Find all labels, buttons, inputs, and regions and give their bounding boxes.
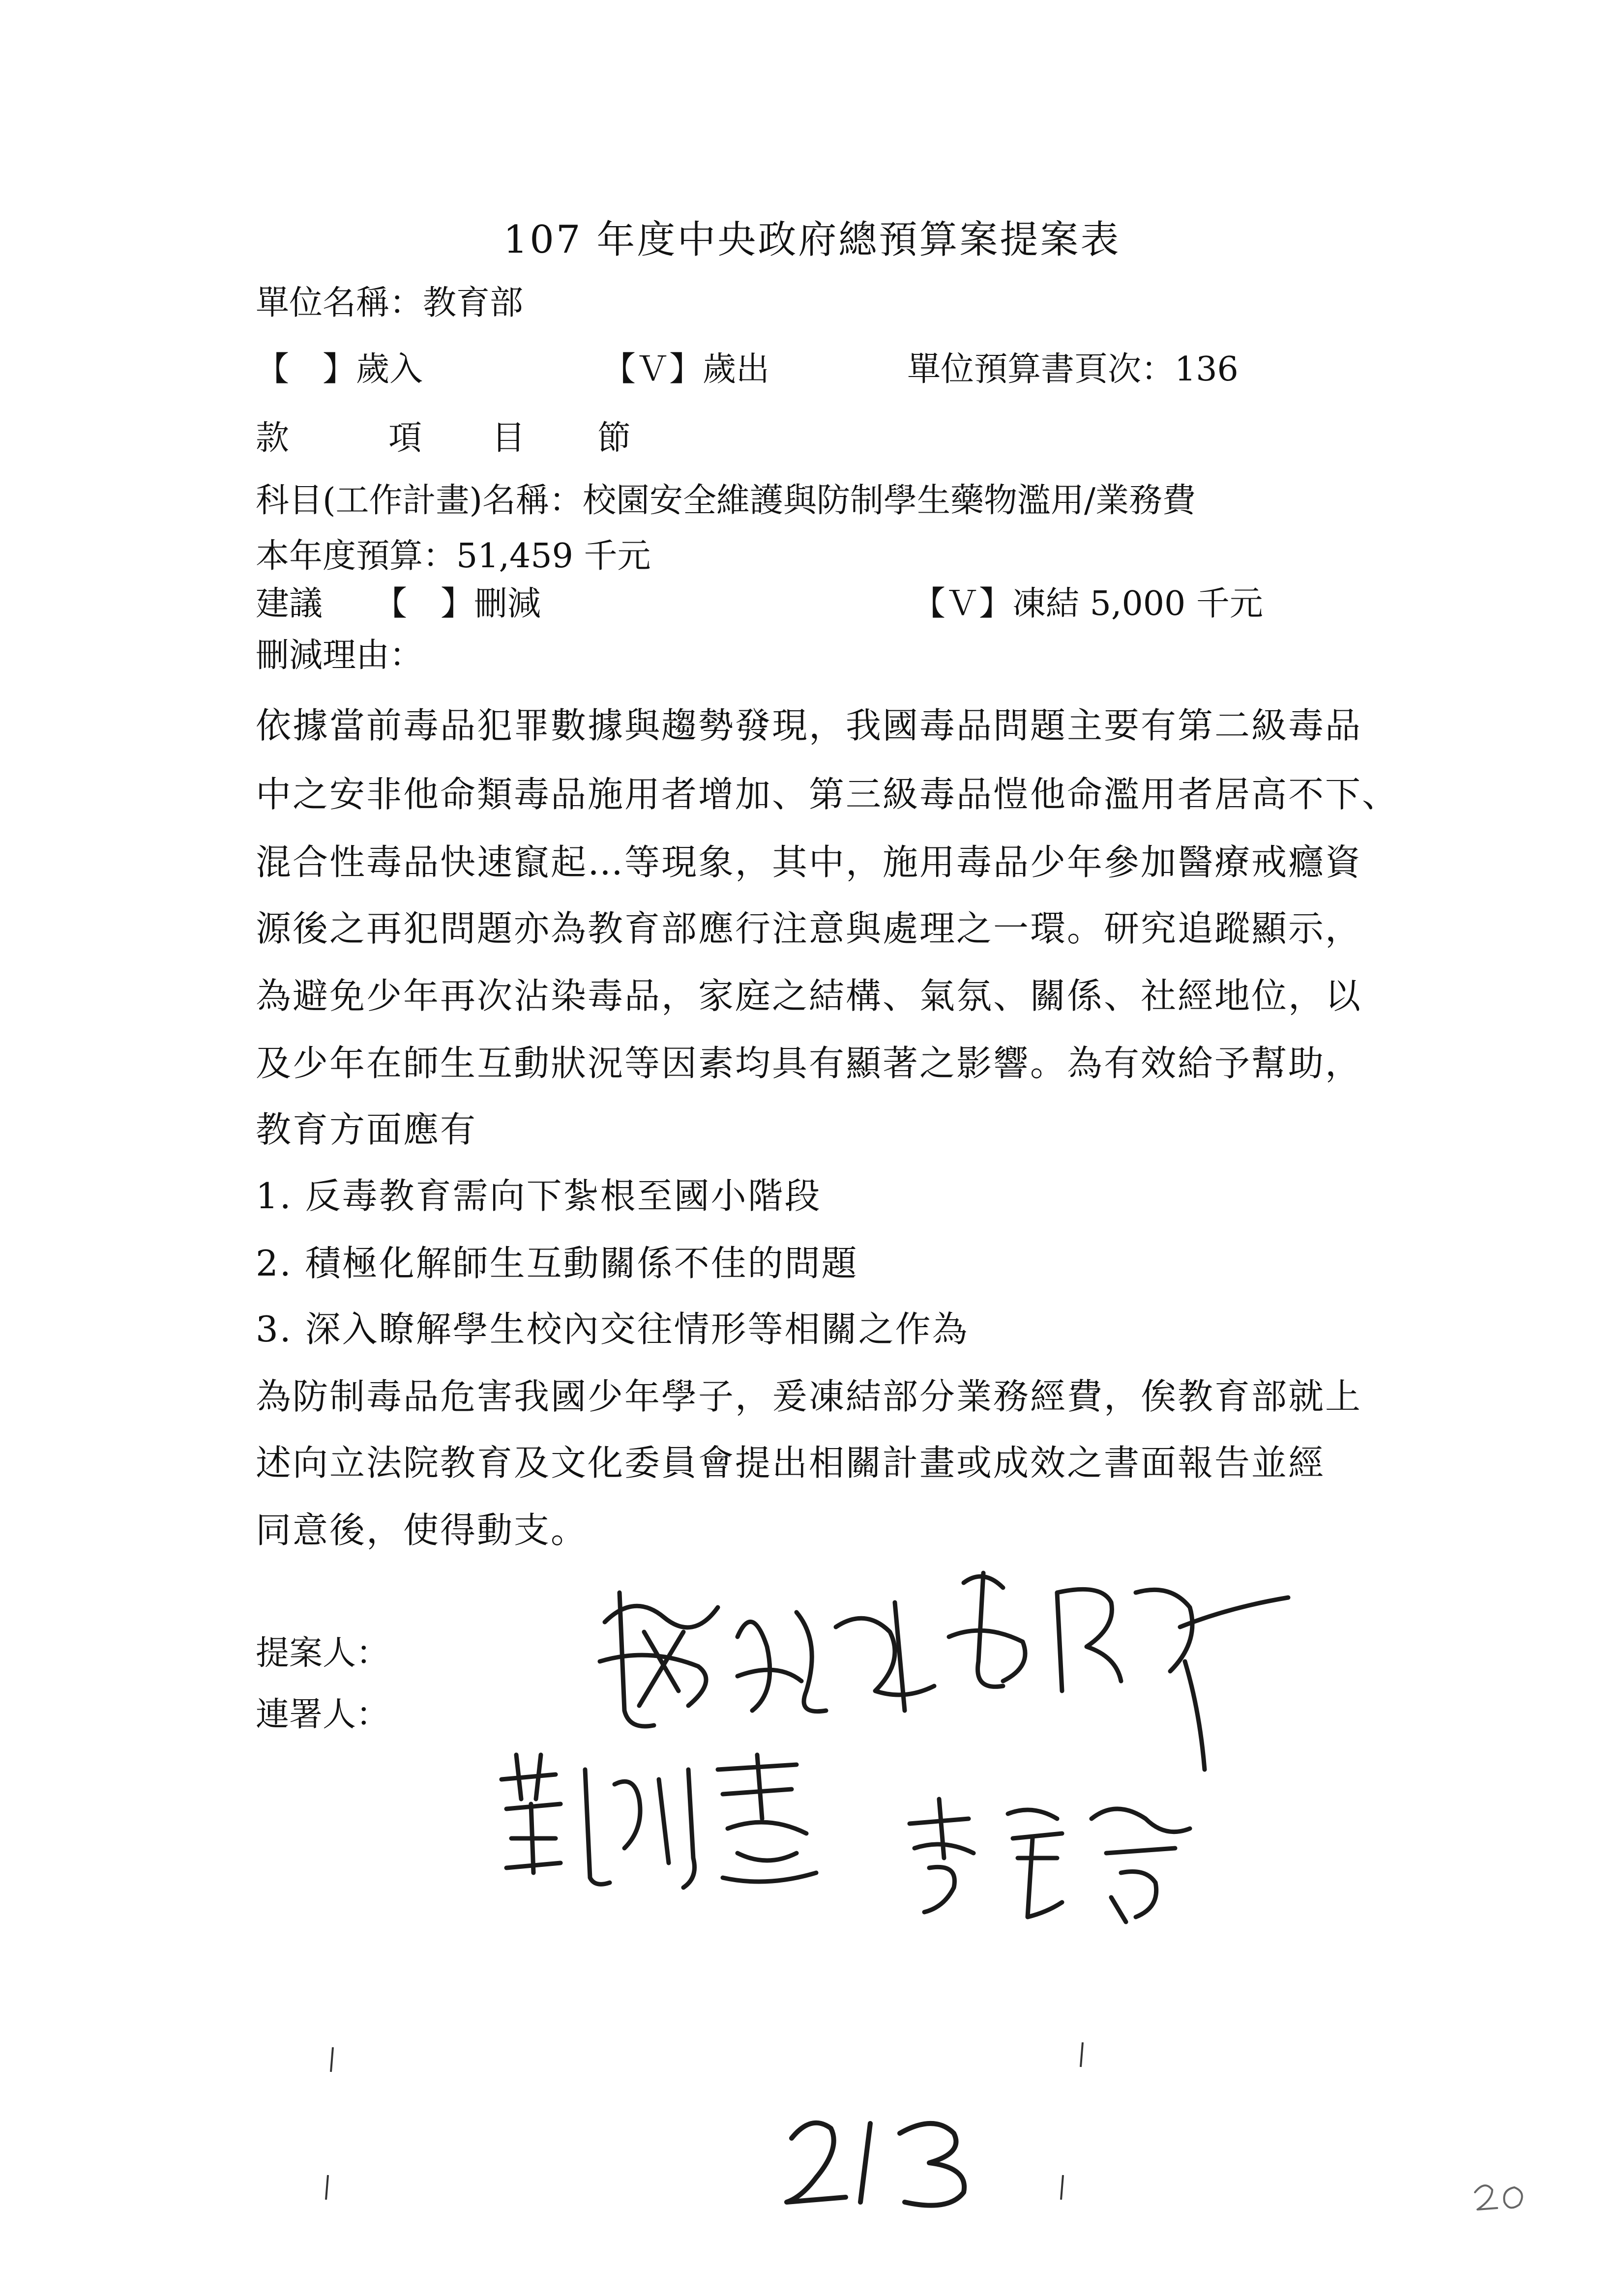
- scan-mark: [327, 2045, 337, 2074]
- classification-mu: 目: [492, 419, 526, 458]
- reason-line: 述向立法院教育及文化委員會提出相關計畫或成效之書面報告並經: [256, 1442, 1326, 1483]
- freeze-option: 【Ｖ】凍結 5,000 千元: [912, 584, 1263, 623]
- cosigner-signature-1: [492, 1740, 846, 1897]
- reason-line: 依據當前毒品犯罪數據與趨勢發現，我國毒品問題主要有第二級毒品: [256, 705, 1362, 746]
- reason-line: 為防制毒品危害我國少年學子，爰凍結部分業務經費，俟教育部就上: [256, 1376, 1362, 1417]
- scan-mark: [1057, 2173, 1067, 2202]
- list-item: 3. 深入瞭解學生校內交往情形等相關之作為: [256, 1308, 969, 1350]
- cosigner-signature-2: [900, 1789, 1205, 1927]
- classification-xiang: 項: [388, 419, 422, 458]
- document-title: 107 年度中央政府總預算案提案表: [503, 218, 1121, 262]
- handwritten-page-number: [777, 2104, 983, 2219]
- classification-kuan: 款: [256, 419, 290, 458]
- list-item: 2. 積極化解師生互動關係不佳的問題: [256, 1243, 858, 1284]
- reason-line: 教育方面應有: [256, 1109, 477, 1150]
- scan-mark: [322, 2173, 332, 2202]
- reason-line: 混合性毒品快速竄起…等現象，其中，施用毒品少年參加醫療戒癮資: [256, 842, 1362, 883]
- revenue-option: 【 】歲入: [256, 350, 423, 389]
- cosigner-label: 連署人：: [256, 1695, 390, 1734]
- reason-line: 同意後，使得動支。: [256, 1510, 588, 1551]
- proposer-label: 提案人：: [256, 1634, 390, 1673]
- subject-name: 科目(工作計畫)名稱：校園安全維護與防制學生藥物濫用/業務費: [256, 481, 1196, 520]
- reason-line: 源後之再犯問題亦為教育部應行注意與處理之一環。研究追蹤顯示，: [256, 908, 1362, 949]
- expenditure-option: 【Ｖ】歲出: [602, 350, 770, 389]
- list-item: 1. 反毒教育需向下紮根至國小階段: [256, 1175, 822, 1217]
- suggestion-label: 建議: [256, 584, 323, 623]
- cut-option: 【 】刪減: [374, 584, 541, 623]
- scan-mark: [1077, 2040, 1087, 2069]
- budget-page-number: 單位預算書頁次：136: [907, 350, 1239, 389]
- reason-label: 刪減理由：: [256, 636, 423, 675]
- reason-line: 為避免少年再次沾染毒品，家庭之結構、氣氛、關係、社經地位，以: [256, 975, 1362, 1017]
- classification-jie: 節: [597, 419, 631, 458]
- unit-name: 單位名稱：教育部: [256, 284, 524, 322]
- reason-line: 中之安非他命類毒品施用者增加、第三級毒品愷他命濫用者居高不下、: [256, 774, 1399, 815]
- handwritten-corner-note: [1470, 2178, 1539, 2219]
- reason-line: 及少年在師生互動狀況等因素均具有顯著之影響。為有效給予幫助，: [256, 1043, 1362, 1084]
- current-budget: 本年度預算：51,459 千元: [256, 537, 651, 576]
